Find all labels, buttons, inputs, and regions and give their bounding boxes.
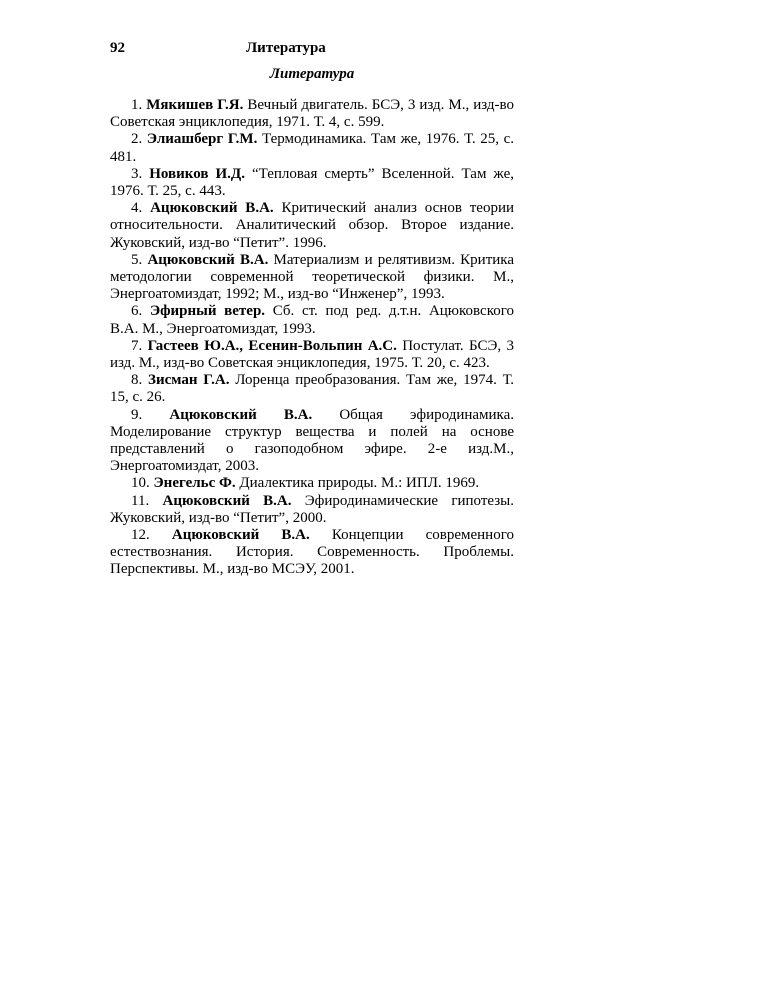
reference-author: Новиков И.Д. [149, 165, 245, 182]
reference-author: Мякишев Г.Я. [146, 97, 244, 113]
reference-number: 9. [131, 406, 143, 423]
reference-number: 11. [131, 492, 150, 509]
reference-item [110, 475, 514, 492]
reference-item [110, 166, 514, 200]
reference-text: Эфиродинамические гипотезы. Жуковский, изд-во “Петит”, 2000. [110, 492, 514, 526]
reference-text: Общая эфиродинамика. Моделирование структур вещества и полей на основе представлений о газоподобном эфире. 2-е изд.М., Энергоатомиздат, 2003. [110, 406, 515, 475]
reference-number: 4. [131, 200, 143, 217]
reference-author: Эфирный ветер. [149, 303, 266, 320]
reference-author: Зисман Г.А. [148, 372, 230, 389]
reference-text: Постулат. БСЭ, 3 изд. М., изд-во Советская энциклопедия, 1975. Т. 20, с. 423. [110, 337, 514, 372]
reference-number: 3. [131, 165, 143, 182]
page-number: 92 [110, 40, 125, 56]
reference-item [110, 372, 514, 406]
reference-number: 8. [131, 372, 143, 389]
reference-author: Ацюковский В.А. [147, 251, 269, 268]
reference-item [110, 407, 514, 476]
reference-item [110, 303, 514, 337]
page-header [110, 40, 514, 60]
reference-item [110, 252, 514, 304]
reference-text: “Тепловая смерть” Вселенной. Там же, 1976. Т. 25, с. 443. [110, 165, 515, 200]
running-title: Литература [246, 40, 326, 56]
reference-number: 7. [131, 337, 143, 354]
reference-author: Ацюковский В.А. [150, 200, 274, 217]
reference-text: Критический анализ основ теории относительности. Аналитический обзор. Второе издание. Жуковский, изд-во “Петит”. 1996. [110, 200, 515, 251]
reference-author: Ацюковский В.А. [162, 492, 292, 509]
reference-text: Сб. ст. под ред. д.т.н. Ацюковского В.А. М., Энергоатомиздат, 1993. [110, 303, 514, 337]
reference-item [110, 527, 514, 579]
reference-author: Энегельс Ф. [153, 475, 236, 492]
reference-author: Гастеев Ю.А., Есенин-Вольпин А.С. [147, 337, 397, 354]
reference-author: Ацюковский В.А. [169, 406, 313, 423]
reference-number: 10. [131, 475, 150, 492]
reference-number: 5. [131, 251, 143, 268]
reference-number: 6. [131, 303, 143, 320]
reference-text: Лоренца преобразования. Там же, 1974. Т. 15, с. 26. [110, 372, 515, 406]
reference-item [110, 200, 514, 252]
reference-number: 12. [131, 527, 150, 544]
reference-author: Ацюковский В.А. [171, 527, 310, 544]
reference-list [110, 97, 514, 579]
reference-text: Термодинамика. Там же, 1976. Т. 25, с. 481. [110, 131, 515, 165]
reference-number: 2. [131, 131, 143, 148]
reference-item [110, 493, 514, 527]
reference-item [110, 338, 514, 372]
reference-item [110, 97, 514, 131]
reference-text: Материализм и релятивизм. Критика методологии современной теоретической физики. М., Энергоатомиздат, 1992; М., изд-во “Инженер”, 1993. [110, 251, 514, 303]
section-title: Литература [269, 66, 355, 82]
reference-number: 1. [131, 97, 143, 113]
reference-item [110, 131, 514, 165]
reference-author: Элиашберг Г.М. [146, 131, 258, 148]
reference-text: Диалектика природы. М.: ИПЛ. 1969. [239, 475, 480, 492]
reference-text: Вечный двигатель. БСЭ, 3 изд. М., изд-во Советская энциклопедия, 1971. Т. 4, с. 599. [110, 97, 515, 131]
reference-text: Концепции современного естествознания. История. Современность. Проблемы. Перспективы. М., изд-во МСЭУ, 2001. [110, 527, 514, 578]
